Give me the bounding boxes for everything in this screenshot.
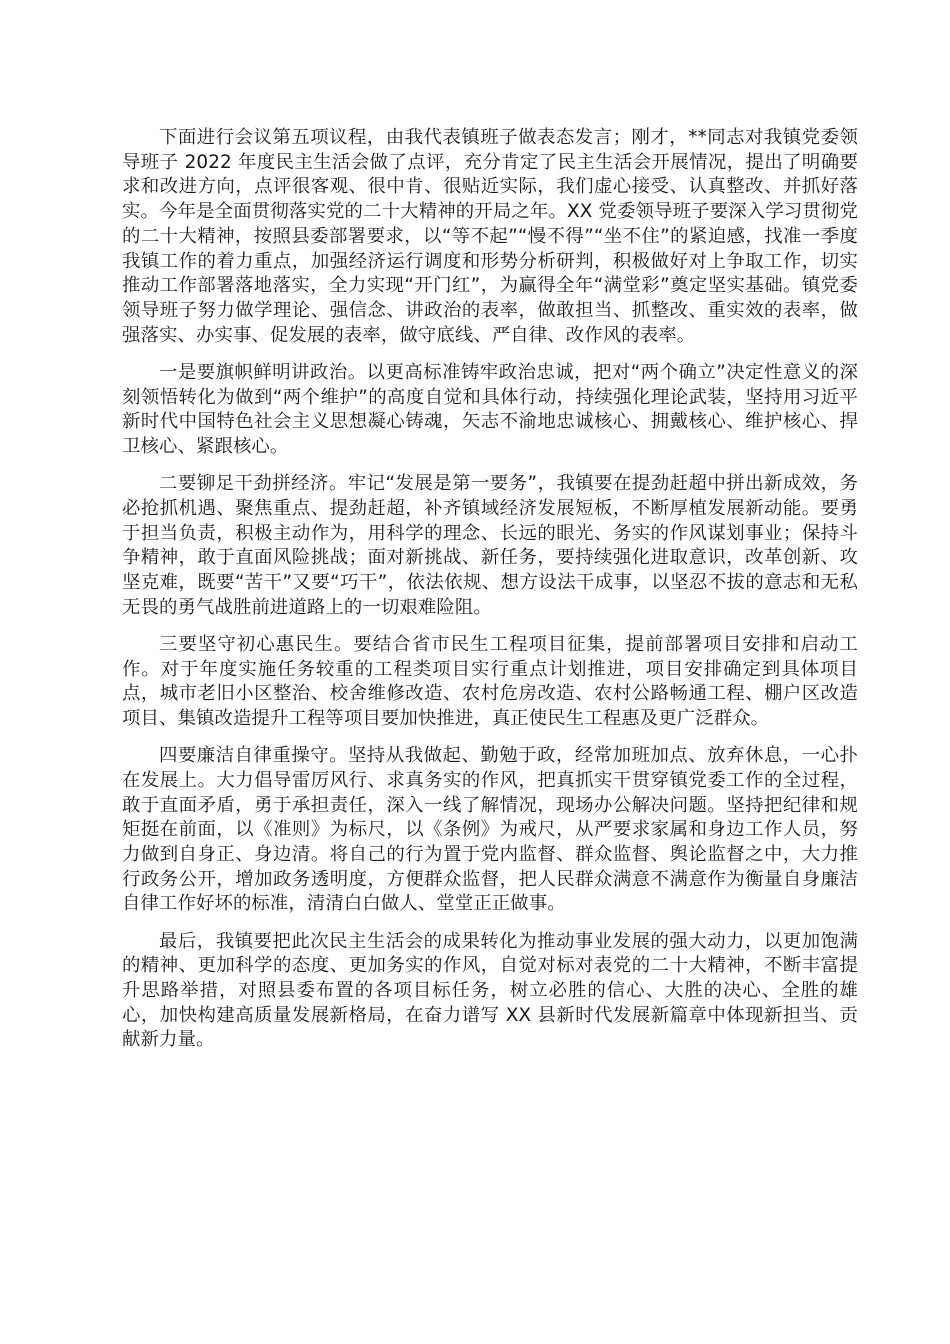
paragraph-conclusion: 最后，我镇要把此次民主生活会的成果转化为推动事业发展的强大动力，以更加饱满的精神、更加科学的态度、更加务实的作风，自觉对标对表党的二十大精神，不断丰富提升思路举措，对照县委布置的各项目标任务，树立必胜的信心、大胜的决心、全胜的雄心，加快构建高质量发展新格局，在奋力谱写 XX 县新时代发展新篇章中体现新担当、贡献新力量。 <box>122 930 858 1051</box>
paragraph-intro: 下面进行会议第五项议程，由我代表镇班子做表态发言；刚才，**同志对我镇党委领导班子 2022 年度民主生活会做了点评，充分肯定了民主生活会开展情况，提出了明确要求和改进方向，点评很客观、很中肯、很贴近实际，我们虚心接受、认真整改、并抓好落实。今年是全面贯彻落实党的二十大精神的开局之年。XX 党委领导班子要深入学习贯彻党的二十大精神，按照县委部署要求，以“等不起”“慢不得”“坐不住”的紧迫感，找准一季度我镇工作的着力重点，加强经济运行调度和形势分析研判，积极做好对上争取工作，切实推动工作部署落地落实，全力实现“开门红”，为赢得全年“满堂彩”奠定坚实基础。镇党委领导班子努力做学理论、强信念、讲政治的表率，做敢担当、抓整改、重实效的表率，做强落实、办实事、促发展的表率，做守底线、严自律、改作风的表率。 <box>122 127 858 346</box>
paragraph-integrity: 四要廉洁自律重操守。坚持从我做起、勤勉于政，经常加班加点、放弃休息，一心扑在发展上。大力倡导雷厉风行、求真务实的作风，把真抓实干贯穿镇党委工作的全过程，敢于直面矛盾，勇于承担责任，深入一线了解情况，现场办公解决问题。坚持把纪律和规矩挺在前面，以《准则》为标尺，以《条例》为戒尺，从严要求家属和身边工作人员，努力做到自身正、身边清。将自己的行为置于党内监督、群众监督、舆论监督之中，大力推行政务公开，增加政务透明度，方便群众监督，把人民群众满意不满意作为衡量自身廉洁自律工作好坏的标准，清清白白做人、堂堂正正做事。 <box>122 745 858 915</box>
document-body <box>122 126 858 1066</box>
paragraph-politics: 一是要旗帜鲜明讲政治。以更高标准铸牢政治忠诚，把对“两个确立”决定性意义的深刻领悟转化为做到“两个维护”的高度自觉和具体行动，持续强化理论武装，坚持用习近平新时代中国特色社会主义思想凝心铸魂，矢志不渝地忠诚核心、拥戴核心、维护核心、捍卫核心、紧跟核心。 <box>122 361 858 457</box>
paragraph-livelihood: 三要坚守初心惠民生。要结合省市民生工程项目征集，提前部署项目安排和启动工作。对于年度实施任务较重的工程类项目实行重点计划推进，项目安排确定到具体项目点，城市老旧小区整治、校舍维修改造、农村危房改造、农村公路畅通工程、棚户区改造项目、集镇改造提升工程等项目要加快推进，真正使民生工程惠及更广泛群众。 <box>122 633 858 729</box>
paragraph-economy: 二要铆足干劲拼经济。牢记“发展是第一要务”，我镇要在提劲赶超中拼出新成效，务必抢抓机遇、聚焦重点、提劲赶超，补齐镇域经济发展短板，不断厚植发展新动能。要勇于担当负责，积极主动作为，用科学的理念、长远的眼光、务实的作风谋划事业；保持斗争精神，敢于直面风险挑战；面对新挑战、新任务，要持续强化进取意识，改革创新、攻坚克难，既要“苦干”又要“巧干”，依法依规、想方设法干成事，以坚忍不拔的意志和无私无畏的勇气战胜前进道路上的一切艰难险阻。 <box>122 473 858 618</box>
